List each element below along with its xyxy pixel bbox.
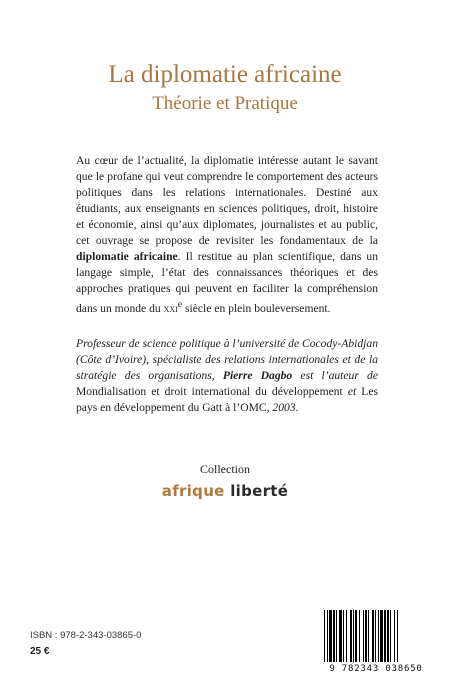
author-bio: [76, 336, 378, 416]
barcode-digits: 9 782343 038650: [329, 664, 423, 674]
isbn-text: ISBN : 978-2-343-03865-0: [30, 630, 142, 641]
century-numeral: xxi: [163, 301, 178, 315]
collection-logo: [0, 482, 450, 500]
description-text: [76, 153, 378, 317]
collection-logo-part2: liberté: [230, 482, 289, 500]
barcode-image: [318, 608, 434, 672]
author-work-1: Mondialisation et droit international du développement: [76, 385, 343, 398]
author-bio-end: .: [295, 401, 299, 414]
book-subtitle: Théorie et Pratique: [152, 93, 298, 114]
description-part3: siècle en plein bouleversement.: [182, 301, 331, 315]
description-part2: . Il restitue au plan scientifique, dans un langage simple, l’état des connaissances théoriques et des approches pratiques qui peuvent en faciliter la compréhension dans un monde du: [76, 250, 378, 315]
price-text: 25 €: [30, 646, 50, 657]
author-year-sep: ,: [266, 401, 273, 414]
century-sup: e: [177, 299, 183, 310]
author-bio-italic1: Professeur de science politique à l’université de Cocody-Abidjan (Côte d’Ivoire), spécialiste des relations internationales et de la stratégie des organisations,: [76, 337, 378, 382]
description-bold: diplomatie africaine: [76, 250, 178, 263]
author-bio-conj: et: [342, 385, 357, 398]
author-work-2: Les pays en développement du Gatt à l’OMC: [76, 385, 379, 414]
collection-logo-part1: afrique: [161, 482, 225, 500]
book-title: La diplomatie africaine: [108, 61, 342, 88]
author-bio-italic2: est l’auteur de: [292, 369, 378, 382]
collection-label: Collection: [200, 462, 250, 476]
description-part1: Au cœur de l’actualité, la diplomatie intéresse autant le savant que le profane qui veut comprendre le comportement des acteurs politiques dans les relations internationales. Destiné aux étudiants, aux enseignants en sciences politiques, droit, histoire et économie, ainsi qu’aux diplomates, journalistes et au public, cet ouvrage se propose de revisiter les fondamentaux de la: [76, 154, 378, 247]
author-name: Pierre Dagbo: [222, 369, 293, 382]
author-work-year: 2003: [272, 401, 296, 414]
